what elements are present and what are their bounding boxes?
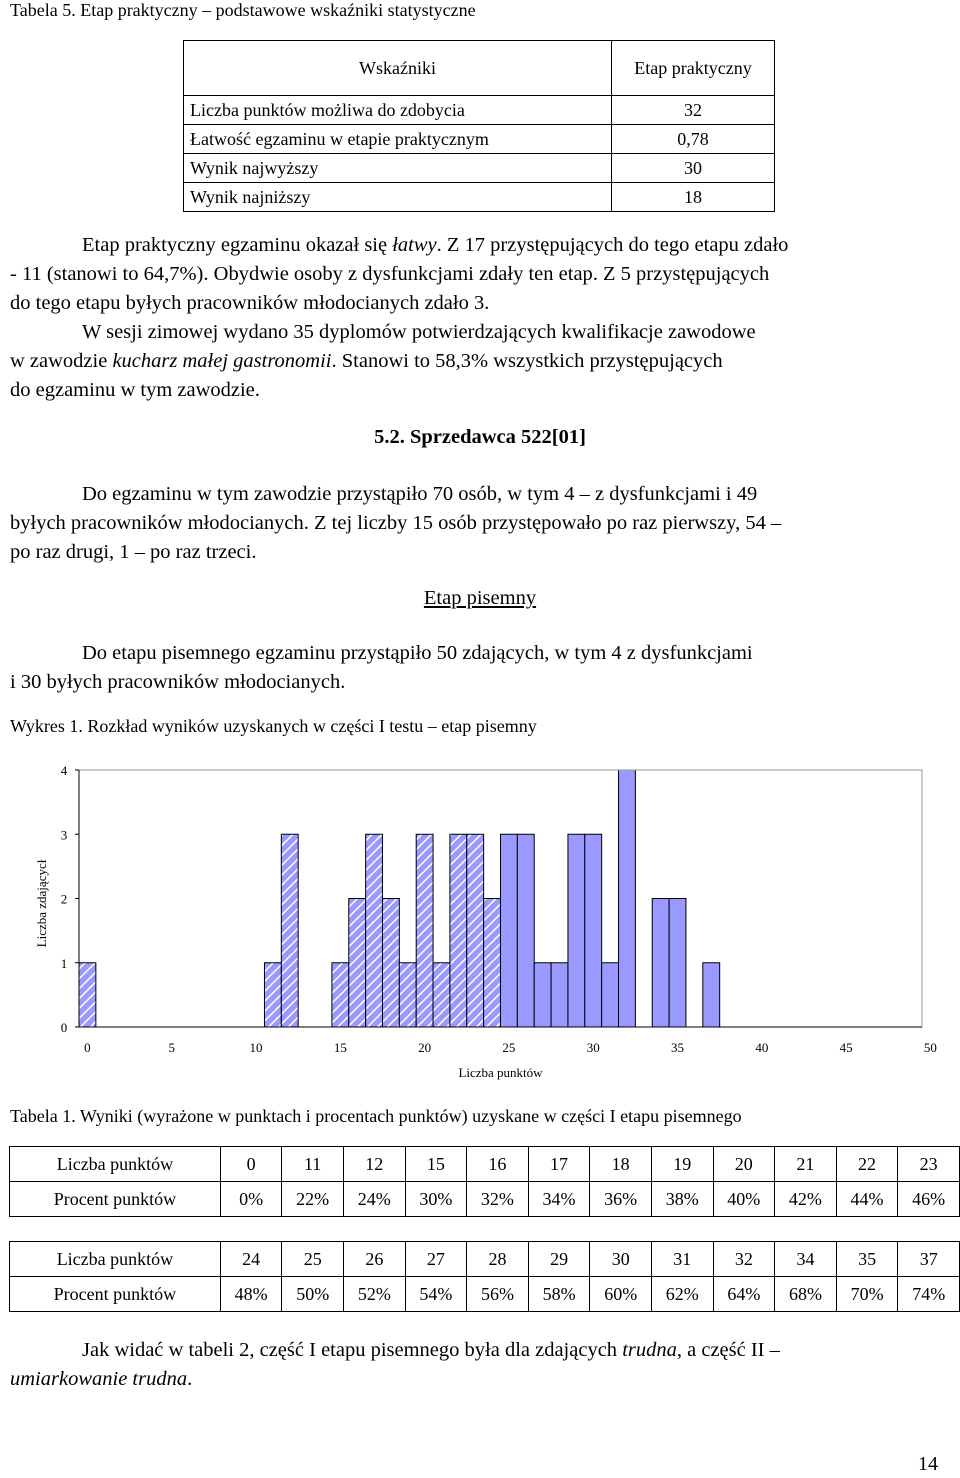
points-cell: 28 [467,1242,529,1277]
histogram-bar [703,963,720,1027]
points-table-1 [9,1146,960,1217]
row-label: Liczba punktów [10,1147,221,1182]
header-cell: Wskaźniki [184,41,612,96]
points-cell: 18 [590,1147,652,1182]
percent-cell: 22% [282,1182,344,1217]
text-line: - 11 (stanowi to 64,7%). Obydwie osoby z dysfunkcjami zdały ten etap. Z 5 przystępujących [10,263,770,285]
y-tick-label: 4 [60,763,68,778]
text-run-italic: łatwy [392,234,437,256]
points-cell: 32 [713,1242,775,1277]
table-row [10,1182,960,1217]
points-cell: 12 [343,1147,405,1182]
points-cell: 29 [528,1242,590,1277]
body-paragraph-1 [10,231,944,318]
histogram-bar [264,963,281,1027]
histogram-bar [501,834,518,1027]
page-number: 14 [918,1453,938,1475]
table5-caption: Tabela 5. Etap praktyczny – podstawowe wskaźniki statystyczne [10,0,476,20]
table-row [10,1147,960,1182]
percent-cell: 46% [898,1182,960,1217]
histogram-bar [669,899,686,1028]
text-line: do egzaminu w tym zawodzie. [10,379,260,401]
percent-cell: 32% [467,1182,529,1217]
percent-cell: 24% [343,1182,405,1217]
x-tick-label: 50 [923,1040,937,1055]
percent-cell: 34% [528,1182,590,1217]
table-cell: 30 [612,154,775,183]
y-axis-title: Liczba zdającycł [34,859,49,948]
points-cell: 0 [220,1147,281,1182]
points-cell: 16 [467,1147,529,1182]
points-cell: 25 [282,1242,344,1277]
row-label: Procent punktów [10,1182,221,1217]
percent-cell: 62% [652,1277,714,1312]
percent-cell: 56% [467,1277,529,1312]
points-cell: 15 [405,1147,467,1182]
histogram-bar [551,963,568,1027]
histogram-bar [534,963,551,1027]
table1-caption: Tabela 1. Wyniki (wyrażone w punktach i procentach punktów) uzyskane w części I etapu pisemnego [10,1106,742,1126]
table-cell: Liczba punktów możliwa do zdobycia [184,96,612,125]
histogram-bar [652,899,669,1028]
points-cell: 19 [651,1147,713,1182]
points-cell: 34 [775,1242,837,1277]
points-cell: 30 [590,1242,652,1277]
histogram-bar [467,834,484,1027]
points-cell: 31 [652,1242,714,1277]
table-row [184,41,775,96]
text-run-italic: trudna [622,1339,677,1361]
table-row [10,1242,960,1277]
table-row [10,1277,960,1312]
histogram-bar [416,834,433,1027]
points-cell: 11 [282,1147,344,1182]
y-tick-label: 1 [60,955,68,971]
percent-cell: 52% [344,1277,406,1312]
x-tick-label: 0 [84,1040,91,1055]
text-run: w zawodzie [10,350,113,372]
table-cell: 18 [612,183,775,212]
text-line: i 30 byłych pracowników młodocianych. [10,671,346,693]
histogram-bar [366,834,383,1027]
table-cell: Łatwość egzaminu w etapie praktycznym [184,125,612,154]
histogram-bar [399,963,416,1027]
text-run-italic: kucharz małej gastronomii [112,350,332,372]
x-tick-label: 35 [671,1040,685,1055]
percent-cell: 74% [898,1277,960,1312]
text-run: , a część II – [676,1339,780,1361]
body-paragraph-2 [10,318,944,405]
y-tick-label: 3 [60,827,68,843]
x-tick-label: 40 [755,1040,769,1055]
text-run-italic: umiarkowanie trudna [10,1368,188,1390]
histogram-bar [349,899,366,1028]
histogram-chart [0,750,960,1090]
table-cell: 32 [612,96,775,125]
points-cell: 35 [836,1242,898,1277]
stats-table [183,40,775,212]
percent-cell: 38% [651,1182,713,1217]
text-line: Do etapu pisemnego egzaminu przystąpiło 50 zdających, w tym 4 z dysfunkcjami [82,642,753,664]
x-tick-label: 30 [586,1040,600,1055]
table-cell: Wynik najniższy [184,183,612,212]
x-tick-label: 10 [249,1040,263,1055]
percent-cell: 42% [775,1182,837,1217]
text-line: W sesji zimowej wydano 35 dyplomów potwierdzających kwalifikacje zawodowe [82,321,756,343]
table-cell: 0,78 [612,125,775,154]
percent-cell: 0% [220,1182,281,1217]
x-tick-label: 45 [839,1040,853,1055]
y-tick-label: 2 [60,891,68,907]
section-heading: 5.2. Sprzedawca 522[01] [374,426,586,448]
y-tick-label: 0 [60,1020,68,1035]
text-run: . [187,1368,193,1390]
histogram-bar [619,770,636,1027]
percent-cell: 36% [590,1182,652,1217]
points-cell: 27 [405,1242,467,1277]
percent-cell: 40% [713,1182,775,1217]
percent-cell: 60% [590,1277,652,1312]
text-run: . Z 17 przystępujących do tego etapu zdało [436,234,789,256]
text-run: . Stanowi to 58,3% wszystkich przystępujących [331,350,723,372]
histogram-bar [517,834,534,1027]
x-tick-label: 25 [502,1040,516,1055]
x-tick-label: 20 [418,1040,432,1055]
histogram-bar [382,899,399,1028]
text-run: Jak widać w tabeli 2, część I etapu pisemnego była dla zdających [82,1339,623,1361]
histogram-bar [585,834,602,1027]
table-cell: Wynik najwyższy [184,154,612,183]
row-label: Procent punktów [10,1277,221,1312]
row-label: Liczba punktów [10,1242,221,1277]
histogram-bar [450,834,467,1027]
percent-cell: 44% [836,1182,898,1217]
points-cell: 17 [528,1147,590,1182]
histogram-bar [79,963,96,1027]
table-row [184,96,775,125]
subheading: Etap pisemny [423,587,537,609]
table-row [184,125,775,154]
points-cell: 22 [836,1147,898,1182]
x-tick-label: 5 [168,1040,175,1055]
points-cell: 26 [344,1242,406,1277]
points-cell: 37 [898,1242,960,1277]
table-row [184,154,775,183]
text-line: byłych pracowników młodocianych. Z tej liczby 15 osób przystępowało po raz pierwszy, 54 – [10,512,782,534]
percent-cell: 68% [775,1277,837,1312]
histogram-bar [484,899,501,1028]
points-cell: 21 [775,1147,837,1182]
text-line: po raz drugi, 1 – po raz trzeci. [10,541,257,563]
body-paragraph-3 [10,480,944,567]
points-cell: 23 [898,1147,960,1182]
body-paragraph-5 [10,1336,944,1394]
histogram-bar [602,963,619,1027]
chart-caption: Wykres 1. Rozkład wyników uzyskanych w części I testu – etap pisemny [10,716,537,736]
text-line: Do egzaminu w tym zawodzie przystąpiło 70 osób, w tym 4 – z dysfunkcjami i 49 [82,483,758,505]
percent-cell: 70% [836,1277,898,1312]
text-line: do tego etapu byłych pracowników młodocianych zdało 3. [10,292,490,314]
percent-cell: 30% [405,1182,467,1217]
points-cell: 20 [713,1147,775,1182]
points-cell: 24 [220,1242,282,1277]
percent-cell: 54% [405,1277,467,1312]
text-run: Etap praktyczny egzaminu okazał się [82,234,393,256]
histogram-bar [433,963,450,1027]
percent-cell: 50% [282,1277,344,1312]
percent-cell: 64% [713,1277,775,1312]
histogram-bar [568,834,585,1027]
body-paragraph-4 [10,639,944,697]
percent-cell: 48% [220,1277,282,1312]
histogram-bar [281,834,298,1027]
percent-cell: 58% [528,1277,590,1312]
header-cell: Etap praktyczny [612,41,775,96]
points-table-2 [9,1241,960,1312]
x-tick-label: 15 [333,1040,347,1055]
histogram-bar [332,963,349,1027]
table-row [184,183,775,212]
x-axis-title: Liczba punktów [458,1065,543,1080]
